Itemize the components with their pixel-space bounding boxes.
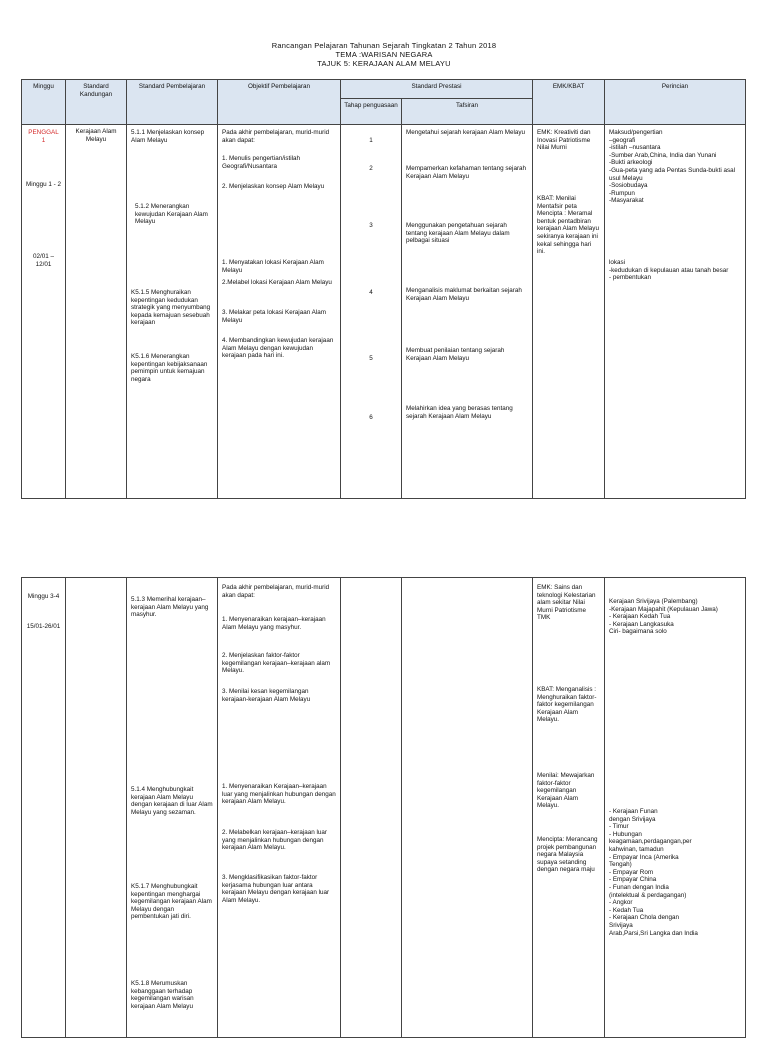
col-header-tafsiran: Tafsiran [402, 99, 533, 125]
col-header-standard-pembelajaran: Standard Pembelajaran [127, 80, 218, 125]
sp-item: 5.1.2 Menerangkan kewujudan Kerajaan Alam Melayu [135, 203, 208, 226]
sp-item: 5.1.3 Memerihal kerajaan–kerajaan Alam Melayu yang masyhur. [131, 596, 209, 619]
kbat-item: Mencipta: Merancang projek pembangunan negara Malaysia supaya setanding dengan negara maju [537, 836, 598, 874]
obj-item: 3. Menilai kesan kegemilangan kerajaan-kerajaan Alam Melayu [222, 688, 311, 703]
tafsiran-item: Mengetahui sejarah kerajaan Alam Melayu [406, 129, 526, 136]
perincian-item: lokasi -kedudukan di kepulauan atau tanah besar - pembentukan [609, 259, 729, 282]
emk-item: EMK: Kreativiti dan Inovasi Patriotisme Nilai Murni [537, 129, 591, 152]
obj-item: 3. Mengklasifikasikan faktor-faktor kerjasama hubungan luar antara kerajaan Melayu dengan kerajaan luar Alam Melayu. [222, 874, 330, 904]
tahap-cell [341, 125, 402, 499]
obj-item: 2. Menjelaskan konsep Alam Melayu [222, 183, 325, 190]
sp-item: K5.1.7 Menghubungkait kepentingan menghargai kegemilangan kerajaan Alam Melayu dengan pembentukan jati diri. [131, 883, 212, 921]
sp-item: K5.1.5 Menghuraikan kepentingan kedudukan strategik yang menyumbang kepada kemajuan sesebuah kerajaan [131, 289, 211, 327]
minggu-cell [22, 125, 66, 499]
perincian-item: Kerajaan Srivijaya (Palembang) -Kerajaan Majapahit (Kepulauan Jawa) - Kerajaan Kedah Tua - Kerajaan Langkasuka Ciri- bagaimana solo [609, 598, 718, 636]
col-header-minggu: Minggu [22, 80, 66, 125]
week-label: Minggu 1 - 2 [26, 181, 62, 188]
emk-kbat-cell [533, 125, 605, 499]
penggal-label: PENGGAL 1 [28, 129, 59, 144]
sp-item: K5.1.8 Merumuskan kebanggaan terhadap kegemilangan warisan kerajaan Alam Melayu [131, 980, 194, 1010]
col-header-standard-kandungan: Standard Kandungan [66, 80, 127, 125]
obj-item: 1. Menyenaraikan kerajaan–kerajaan Alam Melayu yang masyhur. [222, 616, 326, 631]
tafsiran-cell [402, 125, 533, 499]
tahap-item: 6 [369, 414, 373, 421]
obj-item: 1. Menulis pengertian/istilah Geografi/Nusantara [222, 155, 301, 170]
obj-item: Pada akhir pembelajaran, murid-murid akan dapat: [222, 584, 330, 599]
header-line-2: TEMA :WARISAN NEGARA [335, 50, 433, 59]
sp-item: K5.1.6 Menerangkan kepentingan kebijaksanaan pemimpin untuk kemajuan negara [131, 353, 208, 383]
header-line-3: TAJUK 5: KERAJAAN ALAM MELAYU [317, 59, 451, 68]
tafsiran-item: Membuat penilaian tentang sejarah Kerajaan Alam Melayu [406, 347, 505, 362]
kbat-item: Menilai: Mewajarkan faktor-faktor kegemilangan Kerajaan Alam Melayu. [537, 772, 595, 810]
col-header-emk-kbat: EMK/KBAT [533, 80, 605, 125]
tafsiran-item: Menggunakan pengetahuan sejarah tentang kerajaan Alam Melayu dalam pelbagai situasi [406, 222, 510, 245]
kbat-item: KBAT: Menilai Mentafsir peta Mencipta : Meramal bentuk pentadbiran kerajaan Alam Melayu sekiranya kerajaan ini kekal sehingga hari ini. [537, 195, 599, 256]
date-range: 15/01-26/01 [26, 623, 61, 630]
document-header [0, 41, 768, 68]
col-header-perincian: Perincian [605, 80, 746, 125]
sp-item: 5.1.1 Menjelaskan konsep Alam Melayu [131, 129, 205, 144]
tahap-item: 2 [369, 165, 373, 172]
obj-item: 2. Menjelaskan faktor-faktor kegemilangan kerajaan–kerajaan alam Melayu. [222, 652, 331, 675]
standard-kandungan-cell [66, 578, 127, 1038]
tahap-cell [341, 578, 402, 1038]
perincian-item: Maksud/pengertian –geografi -istilah –nusantara -Sumber Arab,China, India dan Yunani -Bukti arkeologi -Gua-peta yang ada Pentas Sunda-bukti asal usul Melayu -Sosiobudaya -Rumpun -Masyarakat [609, 129, 736, 205]
objektif-cell [218, 125, 341, 499]
obj-item: 2. Melabelkan kerajaan–kerajaan luar yang menjalinkan hubungan dengan kerajaan Alam Melayu. [222, 829, 328, 852]
header-line-1: Rancangan Pelajaran Tahunan Sejarah Tingkatan 2 Tahun 2018 [271, 41, 497, 50]
obj-item: 2.Melabel lokasi Kerajaan Alam Melayu [222, 279, 332, 286]
kbat-item: KBAT: Menganalisis : Menghuraikan faktor-faktor kegemilangan Kerajaan Alam Melayu. [537, 686, 597, 724]
plan-table-week-3-4 [21, 577, 746, 1038]
obj-item: 1. Menyenaraikan Kerajaan–kerajaan luar yang menjalinkan hubungan dengan kerajaan Alam Melayu. [222, 783, 336, 806]
standard-kandungan-cell: Kerajaan Alam Melayu [66, 125, 127, 499]
tahap-item: 3 [369, 222, 373, 229]
perincian-item: - Kerajaan Funan dengan Srivijaya - Timur - Hubungan keagamaan,perdagangan,per kahwinan, tamadun - Empayar Inca (Amerika Tengah) - Empayar Rom - Empayar China - Funan dengan India (intelektual & perdagangan) - Angkor - Kedah Tua - Kerajaan Chola dengan Srivijaya Arab,Parsi,Sri Langka dan India [609, 808, 698, 937]
obj-item: 4. Membandingkan kewujudan kerajaan Alam Melayu dengan kewujudan kerajaan pada hari ini. [222, 337, 334, 360]
standard-pembelajaran-cell [127, 125, 218, 499]
tafsiran-item: Menganalisis maklumat berkaitan sejarah Kerajaan Alam Melayu [406, 287, 522, 302]
col-header-objektif: Objektif Pembelajaran [218, 80, 341, 125]
standard-pembelajaran-cell [127, 578, 218, 1038]
tahap-item: 1 [369, 137, 373, 144]
col-header-standard-prestasi: Standard Prestasi [341, 80, 533, 99]
obj-item: 1. Menyatakan lokasi Kerajaan Alam Melayu [222, 259, 324, 274]
tahap-item: 5 [369, 355, 373, 362]
tafsiran-cell [402, 578, 533, 1038]
emk-kbat-cell [533, 578, 605, 1038]
obj-item: 3. Melakar peta lokasi Kerajaan Alam Melayu [222, 309, 326, 324]
tafsiran-item: Melahirkan idea yang berasas tentang sejarah Kerajaan Alam Melayu [406, 405, 513, 420]
perincian-cell [605, 578, 746, 1038]
minggu-cell [22, 578, 66, 1038]
week-label: Minggu 3-4 [27, 593, 60, 600]
tahap-item: 4 [369, 289, 373, 296]
emk-item: EMK: Sains dan teknologi Kelestarian alam sekitar Nilai Murni Patriotisme TMK [537, 584, 596, 622]
objektif-cell [218, 578, 341, 1038]
col-header-tahap: Tahap penguasaan [341, 99, 402, 125]
sp-item: 5.1.4 Menghubungkait kerajaan Alam Melayu dengan kerajaan di luar Alam Melayu yang sezaman. [131, 786, 213, 816]
perincian-cell [605, 125, 746, 499]
tafsiran-item: Mempamerkan kefahaman tentang sejarah Kerajaan Alam Melayu [406, 165, 527, 180]
plan-table-week-1-2 [21, 79, 746, 499]
obj-item: Pada akhir pembelajaran, murid-murid akan dapat: [222, 129, 330, 144]
date-range: 02/01 – 12/01 [32, 253, 54, 268]
